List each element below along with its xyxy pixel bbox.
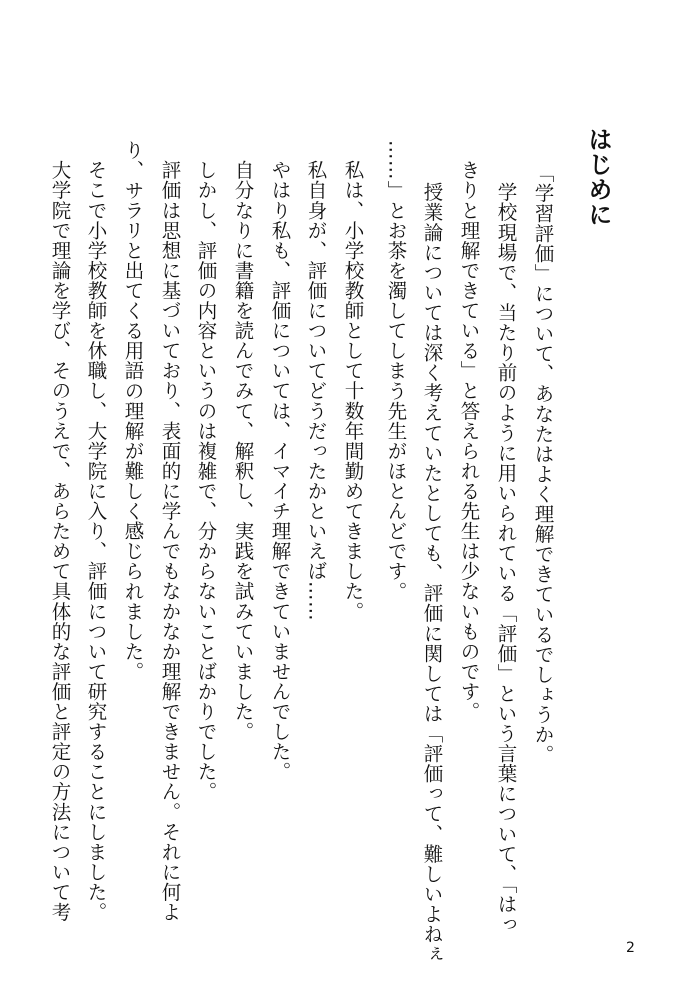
text-line: 自分なりに書籍を読んでみて、解釈し、実践を試みていました。 bbox=[231, 160, 255, 742]
text-line: 私自身が、評価についてどうだったかといえば…… bbox=[304, 160, 328, 622]
text-line: しかし、評価の内容というのは複雑で、分からないことばかりでした。 bbox=[194, 160, 218, 802]
text-line: 授業論については深く考えていたとしても、評価に関しては「評価って、難しいよねぇ bbox=[420, 182, 444, 964]
text-line: きりと理解できている」と答えられる先生は少ないものです。 bbox=[457, 160, 481, 722]
page-number: 2 bbox=[626, 940, 635, 956]
text-line: ……」とお茶を濁してしまう先生がほとんどです。 bbox=[384, 140, 408, 602]
text-line: 大学院で理論を学び、そのうえで、あらためて具体的な評価と評定の方法について考 bbox=[48, 160, 72, 922]
chapter-heading: はじめに bbox=[584, 127, 612, 227]
text-line: やはり私も、評価については、イマイチ理解できていませんでした。 bbox=[268, 160, 292, 782]
text-line: 評価は思想に基づいており、表面的に学んでもなかなか理解できません。それに何よ bbox=[158, 160, 182, 922]
text-line: 私は、小学校教師として十数年間勤めてきました。 bbox=[341, 160, 365, 622]
text-line: り、サラリと出てくる用語の理解が難しく感じられました。 bbox=[121, 140, 145, 682]
text-line: 「学習評価」について、あなたはよく理解できているでしょうか。 bbox=[531, 163, 555, 765]
text-line: 学校現場で、当たり前のように用いられている「評価」という言葉について、「はっ bbox=[494, 182, 518, 935]
text-line: そこで小学校教師を休職し、大学院に入り、評価について研究することにしました。 bbox=[84, 160, 108, 922]
